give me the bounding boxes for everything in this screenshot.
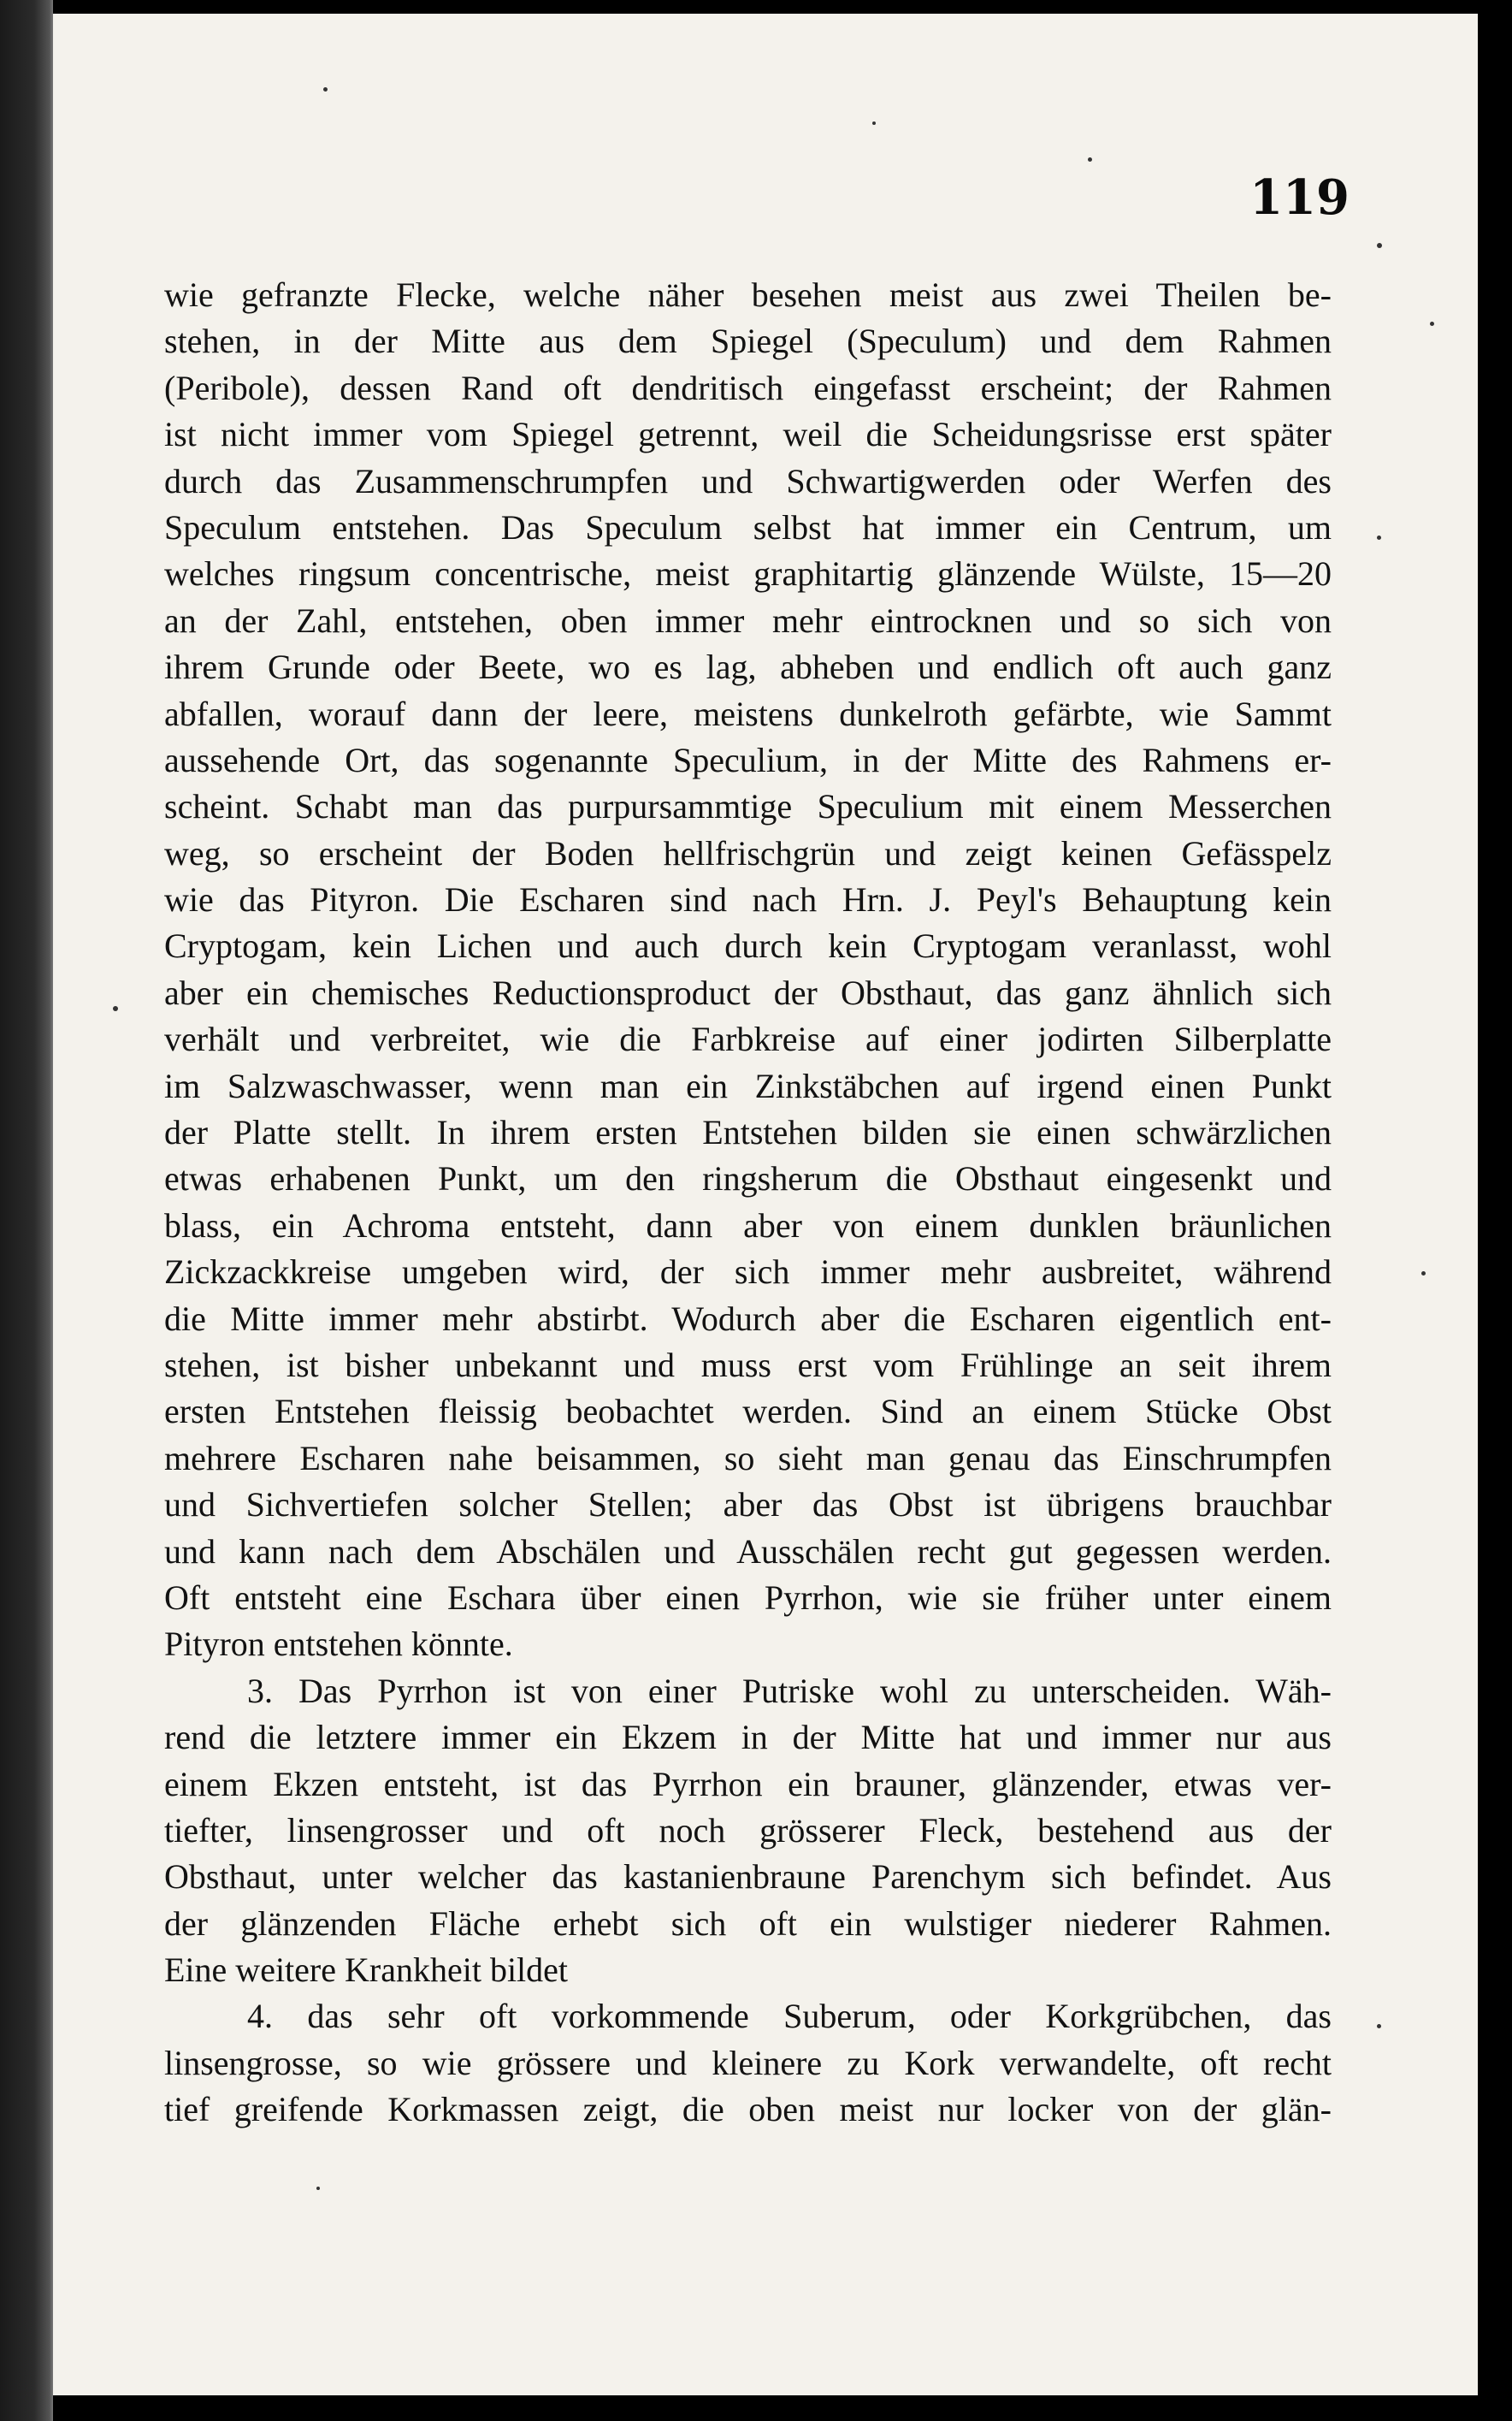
text-line: der Platte stellt. In ihrem ersten Entstehen bilden sie einen schwärzlichen (164, 1113, 1332, 1152)
scan-speck (113, 1006, 118, 1011)
scan-speck (1377, 243, 1382, 248)
text-line: Obsthaut, unter welcher das kastanienbraune Parenchym sich befindet. Aus (164, 1857, 1332, 1897)
text-line: an der Zahl, entstehen, oben immer mehr eintrocknen und so sich von (164, 601, 1332, 640)
scan-speck (323, 87, 328, 92)
text-line: ist nicht immer vom Spiegel getrennt, weil die Scheidungsrisse erst später (164, 415, 1332, 454)
text-line: weg, so erscheint der Boden hellfrischgrün und zeigt keinen Gefässpelz (164, 833, 1332, 873)
text-line: aber ein chemisches Reductionsproduct der Obsthaut, das ganz ähnlich sich (164, 973, 1332, 1012)
text-line: der glänzenden Fläche erhebt sich oft ein wulstiger niederer Rahmen. (164, 1903, 1332, 1943)
text-line: Zickzackkreise umgeben wird, der sich immer mehr ausbreitet, während (164, 1252, 1332, 1292)
text-line: mehrere Escharen nahe beisammen, so sieht man genau das Einschrumpfen (164, 1438, 1332, 1477)
scan-speck (1421, 1271, 1426, 1276)
text-line: rend die letztere immer ein Ekzem in der Mitte hat und immer nur aus (164, 1718, 1332, 1757)
text-line: die Mitte immer mehr abstirbt. Wodurch aber die Escharen eigentlich ent- (164, 1299, 1332, 1338)
text-line: (Peribole), dessen Rand oft dendritisch eingefasst erscheint; der Rahmen (164, 368, 1332, 407)
text-line: stehen, in der Mitte aus dem Spiegel (Speculum) und dem Rahmen (164, 322, 1332, 361)
text-line: blass, ein Achroma entsteht, dann aber von einem dunklen bräunlichen (164, 1205, 1332, 1245)
text-line: Cryptogam, kein Lichen und auch durch kein Cryptogam veranlasst, wohl (164, 926, 1332, 966)
text-line: scheint. Schabt man das purpursammtige Speculium mit einem Messerchen (164, 787, 1332, 826)
text-line: stehen, ist bisher unbekannt und muss erst vom Frühlinge an seit ihrem (164, 1345, 1332, 1384)
text-line: linsengrosse, so wie grössere und kleinere zu Kork verwandelte, oft recht (164, 2043, 1332, 2082)
text-line: Pityron entstehen könnte. (164, 1625, 513, 1664)
scan-speck (1377, 536, 1381, 540)
book-gutter-edge (0, 0, 53, 2421)
text-line: wie das Pityron. Die Escharen sind nach Hrn. J. Peyl's Behauptung kein (164, 880, 1332, 920)
text-line: ersten Entstehen fleissig beobachtet werden. Sind an einem Stücke Obst (164, 1392, 1332, 1431)
scan-speck (316, 2187, 320, 2190)
text-line: Eine weitere Krankheit bildet (164, 1950, 569, 1990)
text-line: im Salzwaschwasser, wenn man ein Zinkstäbchen auf irgend einen Punkt (164, 1066, 1332, 1105)
text-line: und Sichvertiefen solcher Stellen; aber das Obst ist übrigens brauchbar (164, 1485, 1332, 1524)
text-line: durch das Zusammenschrumpfen und Schwartigwerden oder Werfen des (164, 461, 1332, 500)
text-line: wie gefranzte Flecke, welche näher besehen meist aus zwei Theilen be- (164, 275, 1332, 314)
text-line: Oft entsteht eine Eschara über einen Pyrrhon, wie sie früher unter einem (164, 1577, 1332, 1617)
text-line: welches ringsum concentrische, meist graphitartig glänzende Wülste, 15—20 (164, 554, 1332, 594)
text-line: verhält und verbreitet, wie die Farbkreise auf einer jodirten Silberplatte (164, 1020, 1332, 1059)
text-line: ihrem Grunde oder Beete, wo es lag, abheben und endlich oft auch ganz (164, 648, 1332, 687)
text-line: etwas erhabenen Punkt, um den ringsherum die Obsthaut eingesenkt und (164, 1159, 1332, 1199)
body-text (164, 272, 1332, 2134)
text-line: abfallen, worauf dann der leere, meistens dunkelroth gefärbte, wie Sammt (164, 694, 1332, 733)
text-line: tief greifende Korkmassen zeigt, die oben meist nur locker von der glän- (164, 2090, 1332, 2129)
text-line: 4. das sehr oft vorkommende Suberum, oder Korkgrübchen, das (247, 1997, 1332, 2036)
text-line: und kann nach dem Abschälen und Ausschälen recht gut gegessen werden. (164, 1531, 1332, 1571)
scan-speck (872, 121, 876, 125)
page-number: 119 (1249, 169, 1350, 226)
text-line: einem Ekzen entsteht, ist das Pyrrhon ein brauner, glänzender, etwas ver- (164, 1764, 1332, 1803)
text-line: Speculum entstehen. Das Speculum selbst hat immer ein Centrum, um (164, 507, 1332, 547)
text-line: tiefter, linsengrosser und oft noch grösserer Fleck, bestehend aus der (164, 1810, 1332, 1850)
text-line: 3. Das Pyrrhon ist von einer Putriske wohl zu unterscheiden. Wäh- (247, 1671, 1332, 1710)
text-line: aussehende Ort, das sogenannte Speculium, in der Mitte des Rahmens er- (164, 740, 1332, 779)
scan-speck (1377, 2024, 1381, 2028)
scan-speck (1088, 157, 1092, 162)
scan-speck (1430, 322, 1434, 326)
